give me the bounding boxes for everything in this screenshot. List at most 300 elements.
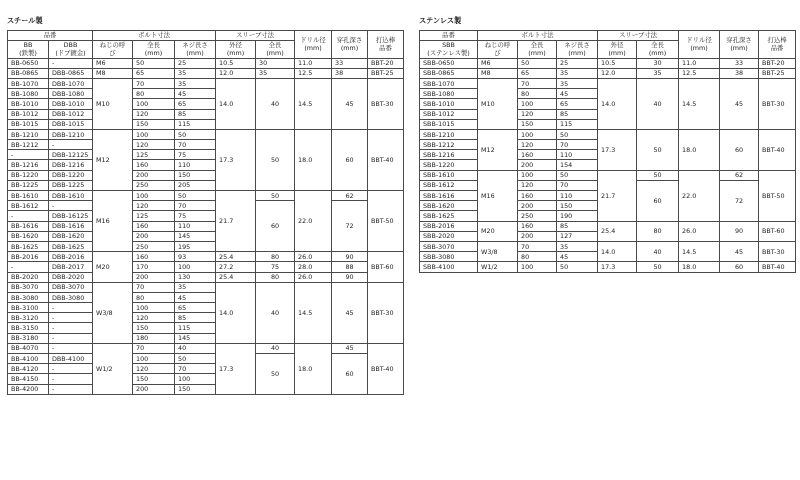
cell: 250 <box>133 241 175 251</box>
cell: - <box>49 364 93 374</box>
cell: BB-1210 <box>8 129 49 139</box>
cell: DBB-1210 <box>49 129 93 139</box>
cell: 40 <box>175 343 216 353</box>
cell: BB-2016 <box>8 252 49 262</box>
cell: 150 <box>175 384 216 394</box>
cell: 50 <box>256 129 295 190</box>
cell: DBB-1620 <box>49 231 93 241</box>
cell: 72 <box>332 201 368 252</box>
cell: SBB-1015 <box>420 119 478 129</box>
cell: BBT-20 <box>368 58 404 68</box>
cell: M6 <box>478 58 518 68</box>
cell: SBB-1216 <box>420 150 478 160</box>
cell: 45 <box>332 78 368 129</box>
cell: 160 <box>518 191 557 201</box>
cell: 125 <box>133 150 175 160</box>
cell: 60 <box>637 180 679 221</box>
cell: 70 <box>133 282 175 292</box>
cell: 35 <box>175 282 216 292</box>
cell: BB-1610 <box>8 191 49 201</box>
col-header-hole-depth: 穿孔深さ (mm) <box>332 31 368 59</box>
cell: SBB-4100 <box>420 262 478 272</box>
cell: SBB-3070 <box>420 241 478 251</box>
cell-thread-m12: M12 <box>478 129 518 170</box>
cell: 18.0 <box>679 129 720 170</box>
cell: BB-3100 <box>8 303 49 313</box>
cell: 62 <box>720 170 759 180</box>
cell: 100 <box>518 262 557 272</box>
table-row <box>8 343 404 353</box>
cell: 120 <box>518 140 557 150</box>
stainless-section-title: ステンレス製 <box>419 16 462 25</box>
cell: BB-1216 <box>8 160 49 170</box>
cell: 80 <box>518 89 557 99</box>
cell: 60 <box>332 129 368 190</box>
cell: 40 <box>637 241 679 261</box>
cell: 120 <box>518 180 557 190</box>
cell: 18.0 <box>295 129 332 190</box>
cell: BBT-25 <box>759 68 796 78</box>
cell: 40 <box>256 78 295 129</box>
cell: 120 <box>133 140 175 150</box>
cell: 17.3 <box>216 343 256 394</box>
cell: 70 <box>175 201 216 211</box>
table-row <box>420 68 796 78</box>
cell: BB-0650 <box>8 58 49 68</box>
cell: 12.5 <box>295 68 332 78</box>
cell: 100 <box>133 354 175 364</box>
cell: 26.0 <box>295 272 332 282</box>
cell: BB-4070 <box>8 343 49 353</box>
cell: 150 <box>557 201 598 211</box>
cell: DBB-1225 <box>49 180 93 190</box>
col-header-outer-dia: 外径 (mm) <box>216 41 256 58</box>
cell: 62 <box>332 191 368 201</box>
cell: SBB-1612 <box>420 180 478 190</box>
cell: 45 <box>720 241 759 261</box>
cell: - <box>49 58 93 68</box>
cell: 80 <box>133 292 175 302</box>
cell: BB-3180 <box>8 333 49 343</box>
cell: 50 <box>133 58 175 68</box>
cell: DBB-2020 <box>49 272 93 282</box>
col-header-hole-depth: 穿孔深さ (mm) <box>720 31 759 59</box>
cell: 40 <box>256 343 295 353</box>
cell: 250 <box>518 211 557 221</box>
cell: 200 <box>518 160 557 170</box>
table-row <box>8 262 404 272</box>
cell: BBT-50 <box>368 191 404 252</box>
cell: 80 <box>133 89 175 99</box>
cell: 14.0 <box>216 282 256 343</box>
cell: 72 <box>720 180 759 221</box>
cell: 65 <box>557 99 598 109</box>
table-row <box>420 241 796 251</box>
cell: BB-3150 <box>8 323 49 333</box>
cell: 160 <box>133 221 175 231</box>
cell: 10.5 <box>216 58 256 68</box>
col-header-thread: ねじの呼 び <box>478 41 518 58</box>
cell: 14.5 <box>295 282 332 343</box>
cell: SBB-2020 <box>420 231 478 241</box>
cell: W1/2 <box>478 262 518 272</box>
cell: 200 <box>518 231 557 241</box>
cell: 35 <box>557 241 598 251</box>
table-row <box>420 262 796 272</box>
cell: 50 <box>518 58 557 68</box>
cell: - <box>49 333 93 343</box>
cell: 50 <box>557 262 598 272</box>
cell: 21.7 <box>216 191 256 252</box>
cell: SBB-1012 <box>420 109 478 119</box>
cell: M8 <box>478 68 518 78</box>
cell: 150 <box>518 119 557 129</box>
cell: BBT-30 <box>759 241 796 261</box>
cell: 90 <box>332 272 368 282</box>
cell: 28.0 <box>295 262 332 272</box>
cell: BBT-30 <box>368 282 404 343</box>
cell: 50 <box>175 129 216 139</box>
cell: 35 <box>557 78 598 88</box>
cell: 60 <box>720 129 759 170</box>
col-header-dbb: DBB (ドブ鍍金) <box>49 41 93 58</box>
cell: BB-1015 <box>8 119 49 129</box>
cell: 11.0 <box>679 58 720 68</box>
cell: BB-1625 <box>8 241 49 251</box>
cell: BB-1612 <box>8 201 49 211</box>
cell: M8 <box>93 68 133 78</box>
cell: SBB-2016 <box>420 221 478 231</box>
cell: 150 <box>133 374 175 384</box>
cell-thread-m10: M10 <box>478 78 518 129</box>
cell: 154 <box>557 160 598 170</box>
cell-thread-w38: W3/8 <box>93 282 133 343</box>
cell: DBB-3070 <box>49 282 93 292</box>
cell: SBB-0650 <box>420 58 478 68</box>
cell: - <box>49 323 93 333</box>
cell: 14.5 <box>679 241 720 261</box>
cell: 100 <box>518 129 557 139</box>
cell: BBT-30 <box>368 78 404 129</box>
col-header-tool: 打込棒 品番 <box>368 31 404 59</box>
cell: 50 <box>256 354 295 395</box>
col-header-thread-len: ネジ長さ (mm) <box>557 41 598 58</box>
cell: 100 <box>175 262 216 272</box>
cell: BB-1220 <box>8 170 49 180</box>
cell: 120 <box>133 364 175 374</box>
table-row <box>8 78 404 88</box>
cell: 38 <box>720 68 759 78</box>
cell: 65 <box>175 303 216 313</box>
cell: 110 <box>557 191 598 201</box>
table-row <box>420 221 796 231</box>
cell: SBB-1210 <box>420 129 478 139</box>
cell: 70 <box>557 140 598 150</box>
table-row <box>420 58 796 68</box>
cell: 25.4 <box>216 272 256 282</box>
cell: BB-3080 <box>8 292 49 302</box>
cell-thread-m16: M16 <box>93 191 133 252</box>
cell: 100 <box>133 99 175 109</box>
cell: 22.0 <box>679 170 720 221</box>
table-row <box>8 58 404 68</box>
cell: BB-1010 <box>8 99 49 109</box>
table-row <box>8 129 404 139</box>
cell: 75 <box>175 150 216 160</box>
cell: 45 <box>557 89 598 99</box>
col-header-bolt-dim: ボルト寸法 <box>478 31 598 41</box>
col-header-sleeve-dim: スリーブ寸法 <box>598 31 679 41</box>
cell-thread-m10: M10 <box>93 78 133 129</box>
cell: BB-1225 <box>8 180 49 190</box>
cell-thread-m12: M12 <box>93 129 133 190</box>
col-header-thread-len: ネジ長さ (mm) <box>175 41 216 58</box>
cell: 120 <box>133 201 175 211</box>
cell: 100 <box>133 303 175 313</box>
cell: 120 <box>133 313 175 323</box>
cell: 85 <box>557 221 598 231</box>
col-header-sleeve-dim: スリーブ寸法 <box>216 31 295 41</box>
cell: - <box>49 140 93 150</box>
table-row <box>8 272 404 282</box>
cell: 45 <box>175 292 216 302</box>
cell: 145 <box>175 333 216 343</box>
cell: 85 <box>557 109 598 119</box>
cell: 50 <box>637 262 679 272</box>
cell: 60 <box>720 262 759 272</box>
cell: 25 <box>557 58 598 68</box>
cell: SBB-1070 <box>420 78 478 88</box>
cell: 35 <box>256 68 295 78</box>
cell: 150 <box>133 119 175 129</box>
cell: 160 <box>133 252 175 262</box>
cell: 45 <box>720 78 759 129</box>
col-header-drill-dia: ドリル径 (mm) <box>295 31 332 59</box>
cell: 35 <box>557 68 598 78</box>
col-header-outer-dia: 外径 (mm) <box>598 41 637 58</box>
cell: DBB-1070 <box>49 78 93 88</box>
cell: DBB-1625 <box>49 241 93 251</box>
steel-spec-table <box>7 30 404 395</box>
cell: 200 <box>518 201 557 211</box>
cell: 14.0 <box>598 78 637 129</box>
cell: 40 <box>256 282 295 343</box>
cell: BBT-20 <box>759 58 796 68</box>
cell: 50 <box>637 129 679 170</box>
cell: 38 <box>332 68 368 78</box>
cell: BBT-40 <box>759 262 796 272</box>
cell: 160 <box>133 160 175 170</box>
cell: DBB-1216 <box>49 160 93 170</box>
cell: 50 <box>557 170 598 180</box>
cell: 100 <box>175 374 216 384</box>
cell: 12.5 <box>679 68 720 78</box>
cell: DBB-1080 <box>49 89 93 99</box>
cell: BB-1616 <box>8 221 49 231</box>
cell: 25.4 <box>216 252 256 262</box>
cell: 17.3 <box>598 262 637 272</box>
table-row <box>8 282 404 292</box>
cell: 80 <box>518 252 557 262</box>
cell: 14.0 <box>216 78 256 129</box>
cell: 14.0 <box>598 241 637 261</box>
col-header-sleeve-len: 全長 (mm) <box>637 41 679 58</box>
table-row <box>420 129 796 139</box>
cell: 50 <box>175 191 216 201</box>
cell: BB-1620 <box>8 231 49 241</box>
cell: - <box>8 211 49 221</box>
cell: 200 <box>133 231 175 241</box>
cell: 93 <box>175 252 216 262</box>
table-row <box>8 191 404 201</box>
col-header-part-no: 品番 <box>8 31 93 41</box>
cell: BB-1070 <box>8 78 49 88</box>
cell: SBB-1610 <box>420 170 478 180</box>
cell: 26.0 <box>295 252 332 262</box>
cell: 110 <box>175 160 216 170</box>
cell: 60 <box>332 354 368 395</box>
col-header-total-len: 全長 (mm) <box>133 41 175 58</box>
cell: 45 <box>557 252 598 262</box>
cell: 127 <box>557 231 598 241</box>
cell: 26.0 <box>679 221 720 241</box>
cell: 30 <box>637 58 679 68</box>
cell: SBB-1616 <box>420 191 478 201</box>
cell-thread-w38: W3/8 <box>478 241 518 261</box>
cell: - <box>49 384 93 394</box>
cell: 22.0 <box>295 191 332 252</box>
cell: 45 <box>175 89 216 99</box>
cell: 70 <box>175 364 216 374</box>
cell: DBB-1012 <box>49 109 93 119</box>
cell: 200 <box>133 272 175 282</box>
cell: SBB-3080 <box>420 252 478 262</box>
cell: 110 <box>557 150 598 160</box>
cell-thread-m20: M20 <box>478 221 518 241</box>
cell-thread-w12: W1/2 <box>93 343 133 394</box>
cell: 30 <box>256 58 295 68</box>
cell: BB-1012 <box>8 109 49 119</box>
cell: 50 <box>557 129 598 139</box>
col-header-tool: 打込棒 品番 <box>759 31 796 59</box>
cell: DBB-1010 <box>49 99 93 109</box>
cell: BBT-60 <box>759 221 796 241</box>
cell: DBB-1220 <box>49 170 93 180</box>
col-header-bolt-dim: ボルト寸法 <box>93 31 216 41</box>
cell: - <box>8 262 49 272</box>
cell: 14.5 <box>295 78 332 129</box>
cell: - <box>49 303 93 313</box>
cell: 195 <box>175 241 216 251</box>
cell: 65 <box>133 68 175 78</box>
cell: 70 <box>518 78 557 88</box>
cell: 25.4 <box>598 221 637 241</box>
cell: BBT-50 <box>759 170 796 221</box>
cell: 150 <box>175 170 216 180</box>
cell: 200 <box>133 170 175 180</box>
col-header-part-no: 品番 <box>420 31 478 41</box>
cell: 125 <box>133 211 175 221</box>
cell: 70 <box>518 241 557 251</box>
cell: BB-2020 <box>8 272 49 282</box>
cell: BB-3070 <box>8 282 49 292</box>
cell: 65 <box>175 99 216 109</box>
cell: 205 <box>175 180 216 190</box>
table-row <box>8 252 404 262</box>
cell: SBB-1625 <box>420 211 478 221</box>
cell: BB-4150 <box>8 374 49 384</box>
cell: 115 <box>175 323 216 333</box>
cell: BB-1212 <box>8 140 49 150</box>
cell-thread-m16: M16 <box>478 170 518 221</box>
cell: - <box>49 201 93 211</box>
cell: BB-4120 <box>8 364 49 374</box>
cell: 250 <box>133 180 175 190</box>
cell-thread-m20: M20 <box>93 252 133 283</box>
cell: 21.7 <box>598 170 637 221</box>
cell: 50 <box>256 191 295 201</box>
cell: BBT-30 <box>759 78 796 129</box>
col-header-sbb: SBB (ステンレス製) <box>420 41 478 58</box>
cell: BBT-40 <box>368 129 404 190</box>
cell: SBB-1212 <box>420 140 478 150</box>
cell: 180 <box>133 333 175 343</box>
cell: BB-3120 <box>8 313 49 323</box>
cell: M6 <box>93 58 133 68</box>
cell: 12.0 <box>216 68 256 78</box>
cell: DBB-2017 <box>49 262 93 272</box>
cell: - <box>8 150 49 160</box>
cell: - <box>49 313 93 323</box>
cell: 70 <box>557 180 598 190</box>
cell: DBB-1015 <box>49 119 93 129</box>
cell: 70 <box>133 78 175 88</box>
cell: 40 <box>637 78 679 129</box>
cell: 110 <box>175 221 216 231</box>
cell: BB-0865 <box>8 68 49 78</box>
table-row <box>420 170 796 180</box>
cell: 160 <box>518 221 557 231</box>
cell: 130 <box>175 272 216 282</box>
col-header-sleeve-len: 全長 (mm) <box>256 41 295 58</box>
cell: 80 <box>637 221 679 241</box>
cell: BB-4200 <box>8 384 49 394</box>
cell: DBB-0865 <box>49 68 93 78</box>
cell: 160 <box>518 150 557 160</box>
cell: 18.0 <box>295 343 332 394</box>
table-row <box>8 201 404 211</box>
cell: DBB-4100 <box>49 354 93 364</box>
cell: BB-1080 <box>8 89 49 99</box>
stainless-spec-table <box>419 30 796 273</box>
cell: 50 <box>637 170 679 180</box>
cell: 27.2 <box>216 262 256 272</box>
col-header-thread: ねじの呼 び <box>93 41 133 58</box>
cell: DBB-12125 <box>49 150 93 160</box>
cell: DBB-1616 <box>49 221 93 231</box>
cell: 75 <box>175 211 216 221</box>
table-row <box>420 78 796 88</box>
cell: 80 <box>256 252 295 262</box>
cell: 200 <box>133 384 175 394</box>
col-header-drill-dia: ドリル径 (mm) <box>679 31 720 59</box>
cell: 100 <box>133 191 175 201</box>
cell: SBB-1080 <box>420 89 478 99</box>
cell: 150 <box>133 323 175 333</box>
cell: 17.3 <box>216 129 256 190</box>
cell: 33 <box>720 58 759 68</box>
cell: 88 <box>332 262 368 272</box>
